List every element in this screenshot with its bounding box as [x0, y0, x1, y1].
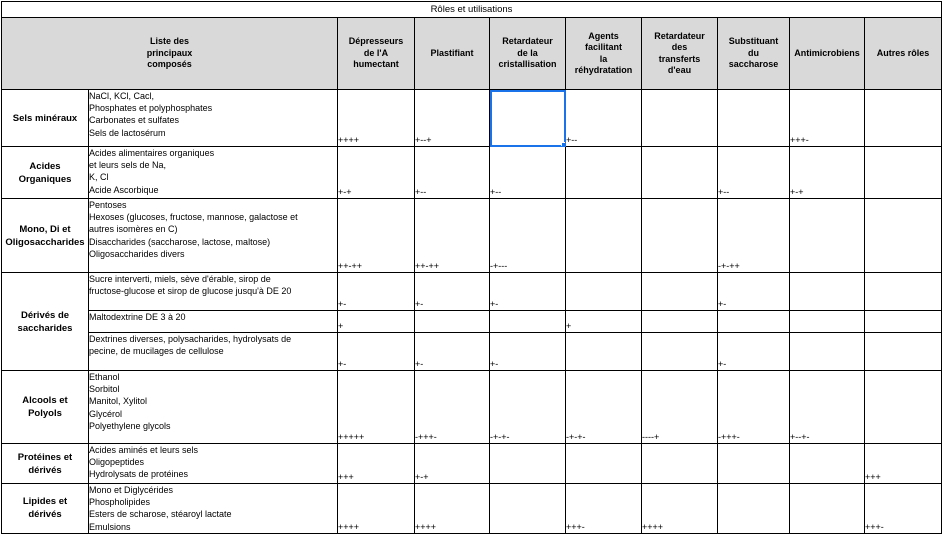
compound-line: Glycérol [89, 408, 123, 419]
value-cell[interactable] [566, 444, 642, 484]
category-label: Sels minéraux [12, 112, 78, 124]
value-cell[interactable] [566, 484, 642, 534]
value-cell[interactable] [490, 444, 566, 484]
compound-line: NaCl, KCl, Cacl, [89, 91, 155, 101]
compound-line: Dextrines diverses, polysacharides, hydrolysats de [89, 334, 292, 344]
value-cell[interactable] [790, 311, 865, 333]
value-cell[interactable] [865, 444, 942, 484]
value-cell[interactable] [642, 484, 718, 534]
value-text: +- [490, 299, 499, 309]
category-label: Oligosaccharides [5, 236, 85, 248]
value-text: +-- [566, 135, 578, 145]
header-column-line: d'eau [667, 65, 692, 75]
value-cell[interactable] [490, 311, 566, 333]
value-cell[interactable] [338, 147, 415, 199]
value-cell[interactable] [566, 199, 642, 273]
value-text: +-- [718, 187, 730, 197]
value-cell[interactable] [566, 333, 642, 371]
value-cell[interactable] [415, 333, 490, 371]
table-row [2, 371, 942, 444]
category-cell[interactable] [2, 147, 89, 199]
compounds-cell[interactable] [89, 199, 338, 273]
value-text: +-- [415, 187, 427, 197]
value-cell[interactable] [338, 371, 415, 444]
table-title[interactable]: Rôles et utilisations [2, 2, 942, 18]
value-cell[interactable] [718, 147, 790, 199]
category-label: Polyols [28, 408, 62, 419]
value-cell[interactable] [566, 371, 642, 444]
compound-line: Hexoses (glucoses, fructose, mannose, galactose et [89, 212, 298, 223]
compounds-cell[interactable] [89, 147, 338, 199]
value-text: +-+ [338, 187, 352, 197]
value-cell[interactable] [415, 484, 490, 534]
compounds-cell[interactable] [89, 333, 338, 371]
header-column-line: réhydratation [574, 65, 633, 75]
value-cell[interactable] [642, 199, 718, 273]
table-row [2, 311, 942, 333]
category-label: Protéines et [17, 451, 73, 463]
compound-line: Mono et Diglycérides [89, 485, 174, 495]
header-list-label[interactable] [2, 18, 338, 90]
compounds-cell[interactable] [89, 90, 338, 147]
value-text: -+++- [415, 432, 437, 442]
category-label: Organiques [18, 173, 72, 185]
header-column-line: humectant [353, 59, 399, 70]
value-cell[interactable] [338, 484, 415, 534]
value-text: -+--- [490, 261, 508, 271]
value-cell[interactable] [415, 444, 490, 484]
value-cell[interactable] [415, 371, 490, 444]
category-cell[interactable] [2, 371, 89, 444]
header-column-4[interactable] [642, 18, 718, 90]
header-list-line: principaux [146, 47, 193, 58]
value-cell[interactable] [790, 273, 865, 311]
value-text: ++++ [338, 521, 360, 532]
header-list-line: Liste des [149, 36, 189, 47]
header-column-line: Substituant [728, 36, 779, 47]
compound-line: autres isomères en C) [89, 224, 178, 235]
header-column-1[interactable] [415, 18, 490, 90]
header-column-line: Autres rôles [876, 47, 930, 58]
compound-line: Disaccharides (saccharose, lactose, maltose) [89, 236, 271, 247]
table-row [2, 90, 942, 147]
compound-line: pecine, de mucilages de cellulose [89, 346, 224, 357]
compound-line: Oligopeptides [89, 457, 145, 468]
compound-line: Polyethylene glycols [89, 420, 171, 431]
value-cell[interactable] [415, 90, 490, 147]
selected-cell[interactable] [490, 90, 566, 147]
compounds-cell[interactable] [89, 273, 338, 311]
value-text: +--+ [415, 135, 432, 145]
table-row [2, 444, 942, 484]
value-cell[interactable] [490, 484, 566, 534]
value-cell[interactable] [415, 311, 490, 333]
value-cell[interactable] [490, 199, 566, 273]
value-cell[interactable] [718, 273, 790, 311]
value-text: +++ [865, 472, 881, 482]
value-text: +- [338, 299, 347, 309]
header-column-5[interactable] [718, 18, 790, 90]
header-column-2[interactable] [490, 18, 566, 90]
compound-line: Phospholipides [89, 497, 151, 508]
value-text: +- [718, 359, 727, 369]
header-column-6[interactable] [790, 18, 865, 90]
category-cell[interactable] [2, 90, 89, 147]
category-cell[interactable] [2, 484, 89, 534]
value-text: +- [338, 359, 347, 369]
value-text: ++++ [642, 521, 664, 532]
header-column-line: des [671, 42, 688, 52]
value-text: ++++ [415, 521, 437, 532]
header-column-0[interactable] [338, 18, 415, 90]
header-column-line: cristallisation [498, 59, 557, 70]
category-label: Alcools et [22, 395, 68, 406]
value-text: + [566, 321, 572, 331]
value-text: +--+- [790, 432, 810, 442]
value-cell[interactable] [566, 90, 642, 147]
compound-line: Oligosaccharides divers [89, 248, 185, 259]
value-cell[interactable] [718, 371, 790, 444]
value-cell[interactable] [566, 311, 642, 333]
table-row [2, 147, 942, 199]
value-text: +- [415, 359, 424, 369]
category-cell[interactable] [2, 444, 89, 484]
compounds-cell[interactable] [89, 484, 338, 534]
value-cell[interactable] [865, 484, 942, 534]
header-column-line: de l'A [363, 47, 389, 58]
header-column-line: la [599, 53, 608, 64]
value-cell[interactable] [338, 199, 415, 273]
compound-line: Sels de lactosérum [89, 127, 166, 138]
value-cell[interactable] [338, 90, 415, 147]
value-text: +++++ [338, 432, 365, 442]
value-cell[interactable] [415, 273, 490, 311]
value-text: +- [490, 359, 499, 369]
value-cell[interactable] [718, 333, 790, 371]
value-cell[interactable] [790, 199, 865, 273]
value-text: +++ [338, 472, 354, 482]
value-cell[interactable] [865, 333, 942, 371]
compound-line: Ethanol [89, 372, 120, 382]
table-body [2, 2, 942, 534]
value-cell[interactable] [865, 90, 942, 147]
value-cell[interactable] [790, 147, 865, 199]
value-cell[interactable] [490, 147, 566, 199]
value-text: +++- [865, 521, 884, 532]
table-row [2, 484, 942, 534]
value-cell[interactable] [642, 311, 718, 333]
header-column-line: Dépresseurs [348, 36, 404, 47]
value-cell[interactable] [865, 311, 942, 333]
value-cell[interactable] [865, 147, 942, 199]
value-cell[interactable] [718, 484, 790, 534]
value-cell[interactable] [415, 199, 490, 273]
header-row [2, 18, 942, 90]
header-column-3[interactable] [566, 18, 642, 90]
compound-line: Pentoses [89, 200, 127, 210]
value-text: -+++- [718, 432, 740, 442]
compound-line: Sorbitol [89, 384, 120, 395]
value-cell[interactable] [338, 273, 415, 311]
value-text: +++- [790, 135, 809, 145]
value-text: -+-++ [718, 261, 740, 271]
compound-line: Emulsions [89, 521, 131, 532]
table-row [2, 333, 942, 371]
roles-table [1, 1, 942, 534]
category-label: Acides [29, 160, 61, 172]
value-text: ++++ [338, 135, 360, 145]
header-column-line: du [748, 47, 759, 58]
value-text: ----+ [642, 432, 660, 442]
value-cell[interactable] [490, 273, 566, 311]
value-cell[interactable] [718, 311, 790, 333]
value-cell[interactable] [338, 311, 415, 333]
header-column-line: transferts [658, 53, 701, 64]
header-column-line: saccharose [728, 59, 779, 70]
header-column-line: Agents [588, 30, 619, 41]
compound-line: Acides alimentaires organiques [89, 148, 215, 158]
compound-line: Sucre interverti, miels, sève d'érable, sirop de [89, 274, 271, 284]
compound-line: Maltodextrine DE 3 à 20 [89, 312, 186, 322]
value-cell[interactable] [718, 90, 790, 147]
value-cell[interactable] [415, 147, 490, 199]
category-label: dérivés [28, 464, 62, 476]
value-text: -+-+- [490, 432, 510, 442]
table-row [2, 199, 942, 273]
category-cell[interactable] [2, 273, 89, 371]
header-column-line: Retardateur [502, 36, 553, 47]
header-list-line: composés [147, 59, 192, 70]
value-text: +-+ [790, 187, 804, 197]
compounds-cell[interactable] [89, 444, 338, 484]
value-text: ++-++ [415, 261, 440, 271]
header-column-line: Antimicrobiens [794, 47, 860, 58]
value-cell[interactable] [718, 444, 790, 484]
compound-line: Acides aminés et leurs sels [89, 445, 199, 455]
value-cell[interactable] [642, 147, 718, 199]
compound-line: Carbonates et sulfates [89, 115, 180, 126]
value-cell[interactable] [642, 90, 718, 147]
value-cell[interactable] [566, 273, 642, 311]
compound-line: K, Cl [89, 172, 109, 183]
value-cell[interactable] [790, 444, 865, 484]
value-cell[interactable] [490, 333, 566, 371]
compound-line: Acide Ascorbique [89, 184, 159, 195]
value-cell[interactable] [790, 371, 865, 444]
category-cell[interactable] [2, 199, 89, 273]
header-column-line: facilitant [584, 42, 622, 52]
value-text: +-+ [415, 472, 429, 482]
value-cell[interactable] [865, 273, 942, 311]
value-text: ++-++ [338, 261, 363, 271]
header-column-7[interactable] [865, 18, 942, 90]
value-text: +-- [490, 187, 502, 197]
compounds-cell[interactable] [89, 371, 338, 444]
value-cell[interactable] [490, 371, 566, 444]
category-label: dérivés [28, 509, 62, 521]
value-cell[interactable] [642, 273, 718, 311]
compound-line: fructose-glucose et sirop de glucose jusqu'à DE 20 [89, 286, 292, 297]
value-cell[interactable] [865, 199, 942, 273]
value-text: +++- [566, 521, 585, 532]
compound-line: Hydrolysats de protéines [89, 469, 189, 480]
category-label: Dérivés de [20, 309, 70, 321]
compound-line: Esters de scharose, stéaroyl lactate [89, 509, 232, 520]
compounds-cell[interactable] [89, 311, 338, 333]
category-label: Lipides et [22, 496, 68, 508]
category-label: Mono, Di et [19, 223, 71, 235]
value-cell[interactable] [718, 199, 790, 273]
value-cell[interactable] [790, 90, 865, 147]
compound-line: Phosphates et polyphosphates [89, 103, 213, 114]
value-text: -+-+- [566, 432, 586, 442]
value-cell[interactable] [338, 444, 415, 484]
table-row [2, 273, 942, 311]
value-cell[interactable] [642, 333, 718, 371]
value-text: +- [415, 299, 424, 309]
value-cell[interactable] [790, 484, 865, 534]
fill-handle[interactable] [561, 142, 566, 147]
category-label: saccharides [17, 322, 73, 334]
header-column-line: de la [517, 47, 538, 58]
compound-line: et leurs sels de Na, [89, 160, 167, 171]
value-text: + [338, 321, 344, 331]
value-cell[interactable] [790, 333, 865, 371]
value-cell[interactable] [642, 371, 718, 444]
header-column-line: Retardateur [654, 30, 705, 41]
value-cell[interactable] [338, 333, 415, 371]
value-cell[interactable] [642, 444, 718, 484]
value-cell[interactable] [566, 147, 642, 199]
compound-line: Manitol, Xylitol [89, 396, 148, 407]
value-cell[interactable] [865, 371, 942, 444]
header-column-line: Plastifiant [430, 47, 474, 58]
value-text: +- [718, 299, 727, 309]
